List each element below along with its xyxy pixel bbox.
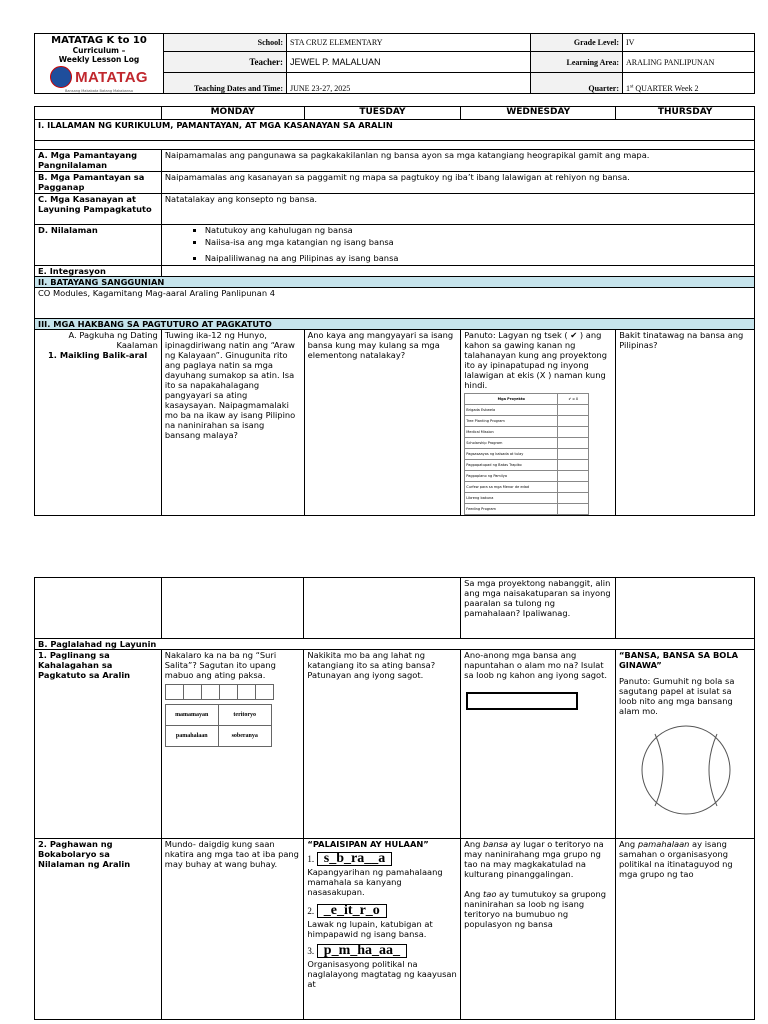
continued-monday [161,578,304,639]
teacher-value: JEWEL P. MALALUAN [287,52,531,73]
emphasis-term: bansa [482,839,509,849]
puzzle-hint: Lawak ng lupain, katubigan at himpapawid ng isang bansa. [307,919,433,939]
header-table [34,33,755,94]
wednesday-cell [461,330,616,516]
puzzle-word: p_m_ha_aa_ [317,944,407,958]
table-row: Pagpaplano ng Pamilya [465,471,558,482]
row1-monday [161,650,304,839]
monday-cell [161,330,304,516]
quarter-ordinal: st [630,84,634,90]
tao-definition [464,889,612,929]
d-list [165,225,751,263]
row2-thursday [615,839,754,1020]
word-grid [165,704,272,747]
puzzle-item [307,941,457,989]
area-value: ARALING PANLIPUNAN [623,52,755,73]
row1-tuesday: Nakikita mo ba ang lahat ng katangiang ito sa ating bansa? Patunayan ang iyong sagot. [304,650,461,839]
text-span: ay lugar o teritoryo na may naninirahang mga grupo ng tao na may magkakatulad na kulturang pinanggalingan. [464,839,604,879]
quarter-label: Quarter: [531,73,623,94]
table-row: Medical Mission [465,427,558,438]
projects-table [464,393,589,515]
row2-tuesday [304,839,461,1020]
section-2-text: CO Modules, Kagamitang Mag-aaral Araling Panlipunan 4 [35,288,755,319]
row1-monday-text: Nakalaro ka na ba ng “Suri Salita”? Sagutan ito upang mabuo ang ating paksa. [164,650,277,680]
row2-wednesday [461,839,616,1020]
table-row: Pagsasaayos ng kalsada at tulay [465,449,558,460]
table-row: Libreng bakuna [465,493,558,504]
ball-drawing [625,724,747,816]
e-text [161,266,754,277]
table-row: Curfew para sa mga Menor de edad [465,482,558,493]
d-content [161,225,754,266]
puzzle-word: _e_it_r_o [317,904,387,918]
deped-seal-icon [50,66,72,88]
row1-wednesday [461,650,616,839]
thursday-text: Bakit tinatawag na bansa ang Pilipinas? [619,330,744,350]
list-item: ▪ Naipaliliwanag na ang Pilipinas ay isang bansa [205,253,751,263]
row2-monday: Mundo- daigdig kung saan nkatira ang mga tao at iba pang may buhay at wang buhay. [161,839,304,1020]
lesson-table-page1 [34,106,755,516]
brand-title: MATATAG K to 10 [51,35,147,46]
quarter-text: QUARTER Week 2 [635,84,699,93]
tuesday-text: Ano kaya ang mangyayari sa isang bansa kung may kulang sa mga elementong natalakay? [307,330,454,360]
grade-value: IV [623,34,755,52]
text-span: ay isang samahan o organisasyong politikal na itinataguyod ng mga grupo ng tao [618,839,733,879]
list-item: ▪ Naiisa-isa ang mga katangian ng isang bansa [205,237,751,247]
continued-thursday [615,578,754,639]
bansa-definition [464,839,612,879]
b-text: Naipamamalas ang kasanayan sa paggamit ng mapa sa pagtukoy ng iba’t ibang lalawigan at rehiyon ng bansa. [161,172,754,194]
tuesday-cell [304,330,461,516]
day-thursday: THURSDAY [616,107,755,120]
word-cell: pamahalaan [165,726,218,747]
c-label: C. Mga Kasanayan at Layuning Pampagkatuto [35,194,162,225]
continued-wednesday: Sa mga proyektong nabanggit, alin ang mga naisakatuparan sa inyong paaralan sa tulong ng pamahalaan? Ipaliwanag. [461,578,616,639]
table-row: Scholarship Program [465,438,558,449]
puzzle-number: 2. [307,906,315,916]
ball-activity-title: “BANSA, BANSA SA BOLA GINAWA” [618,650,739,670]
puzzle-item [307,901,457,939]
emphasis-term: pamahalaan [637,839,690,849]
brand-block [35,34,164,94]
table-row: Brigada Eskwela [465,405,558,416]
spacer-row [35,141,755,150]
lesson-table-page2 [34,577,755,1020]
c-text: Natatalakay ang konsepto ng bansa. [161,194,754,225]
b-section-title: B. Paglalahad ng Layunin [35,639,755,650]
word-cell: soberanya [218,726,271,747]
school-value: STA CRUZ ELEMENTARY [287,34,531,52]
row1-thursday [615,650,754,839]
corner-cell [35,107,162,120]
a-step-label: A. Pagkuha ng Dating Kaalaman [68,330,158,350]
continued-tuesday [304,578,461,639]
puzzle-number: 1. [307,854,315,864]
text-span: ay tumutukoy sa grupong naninirahan sa loob ng isang teritoryo na bumubuo ng populasyon ng bansa [464,889,607,929]
quarter-value [623,73,755,94]
day-wednesday: WEDNESDAY [461,107,616,120]
row-a-label [35,330,162,516]
puzzle-word: s_b_ra__a [317,852,392,866]
quarter-number: 1 [626,84,630,93]
emphasis-term: tao [482,889,497,899]
e-label: E. Integrasyon [35,266,162,277]
list-item: ▪ Natutukoy ang kahulugan ng bansa [205,225,751,235]
text-span: Ang [464,839,483,849]
section-1-title: I. ILALAMAN NG KURIKULUM, PAMANTAYAN, AT MGA KASANAYAN SA ARALIN [35,120,755,141]
puzzle-hint: Organisasyong politikal na naglalayong magtatag ng kaayusan at [307,959,457,989]
mark-header: ✔ o X [558,394,589,405]
brand-subtitle-2: Weekly Lesson Log [58,55,140,64]
projects-header: Mga Proyekto [465,394,558,405]
day-tuesday: TUESDAY [304,107,461,120]
text-span: Ang [618,839,638,849]
monday-text: Tuwing ika-12 ng Hunyo, ipinagdiriwang natin ang “Araw ng Kalayaan”. Ginugunita rito ang paglaya natin sa mga dayuhang sumakop sa atin. Isa ito sa napakahalagang pangyayari sa ating kasaysayan. Naipagmamalaki mo ba na ikaw ay isang Pilipino na naninirahan sa isang bansang malaya? [164,330,296,440]
d-label: D. Nilalaman [35,225,162,266]
brand-subtitle: Curriculum – [72,46,126,55]
row1-label: 1. Paglinang sa Kahalagahan sa Pagkatuto sa Aralin [35,650,162,839]
word-cell: mamamayan [165,705,218,726]
answer-box [466,692,578,710]
thursday-cell [616,330,755,516]
logo-tagline: Bansang Makabata Batang Makabansa [65,89,133,93]
table-row: Feeding Program [465,504,558,515]
grade-label: Grade Level: [531,34,623,52]
continued-label-cell [35,578,162,639]
letter-grid [165,684,274,700]
a-label: A. Mga Pamantayang Pangnilalaman [35,150,162,172]
pamahalaan-definition [619,839,751,879]
table-row: Pagpapatupad ng Batas Trapiko [465,460,558,471]
row1-wednesday-text: Ano-anong mga bansa ang napuntahan o alam mo na? Isulat sa loob ng kahon ang iyong sagot. [464,650,608,680]
balik-aral-label: 1. Maikling Balik-aral [48,350,148,360]
puzzle-title: “PALAISIPAN AY HULAAN” [307,839,429,849]
wednesday-text: Panuto: Lagyan ng tsek ( ✔ ) ang kahon sa gawing kanan ng talahanayan kung ang proyektong ito ay ipinapatupad ng inyong lalawigan at ekis (X ) naman kung hindi. [464,330,608,390]
b-label: B. Mga Pamantayan sa Pagganap [35,172,162,194]
logo-wordmark: MATATAG [75,68,148,86]
school-label: School: [164,34,287,52]
ball-activity-text: Panuto: Gumuhit ng bola sa sagutang papel at isulat sa loob nito ang mga bansang alam mo. [618,676,735,716]
section-3-title: III. MGA HAKBANG SA PAGTUTURO AT PAGKATUTO [35,319,755,330]
dates-label: Teaching Dates and Time: [164,73,287,94]
dates-value: JUNE 23-27, 2025 [287,73,531,94]
a-text: Naipamamalas ang pangunawa sa pagkakakilanlan ng bansa ayon sa mga katangiang heograpikal gamit ang mapa. [161,150,754,172]
puzzle-item [307,849,457,897]
section-2-title: II. BATAYANG SANGGUNIAN [35,277,755,288]
row2-label: 2. Paghawan ng Bokabolaryo sa Nilalaman ng Aralin [35,839,162,1020]
puzzle-hint: Kapangyarihan ng pamahalaang mamahala sa kanyang nasasakupan. [307,867,443,897]
matatag-logo [35,66,163,88]
day-monday: MONDAY [161,107,304,120]
word-cell: teritoryo [218,705,271,726]
text-span: Ang [464,889,483,899]
area-label: Learning Area: [531,52,623,73]
puzzle-number: 3. [307,946,315,956]
table-row: Tree Planting Program [465,416,558,427]
teacher-label: Teacher: [164,52,287,73]
